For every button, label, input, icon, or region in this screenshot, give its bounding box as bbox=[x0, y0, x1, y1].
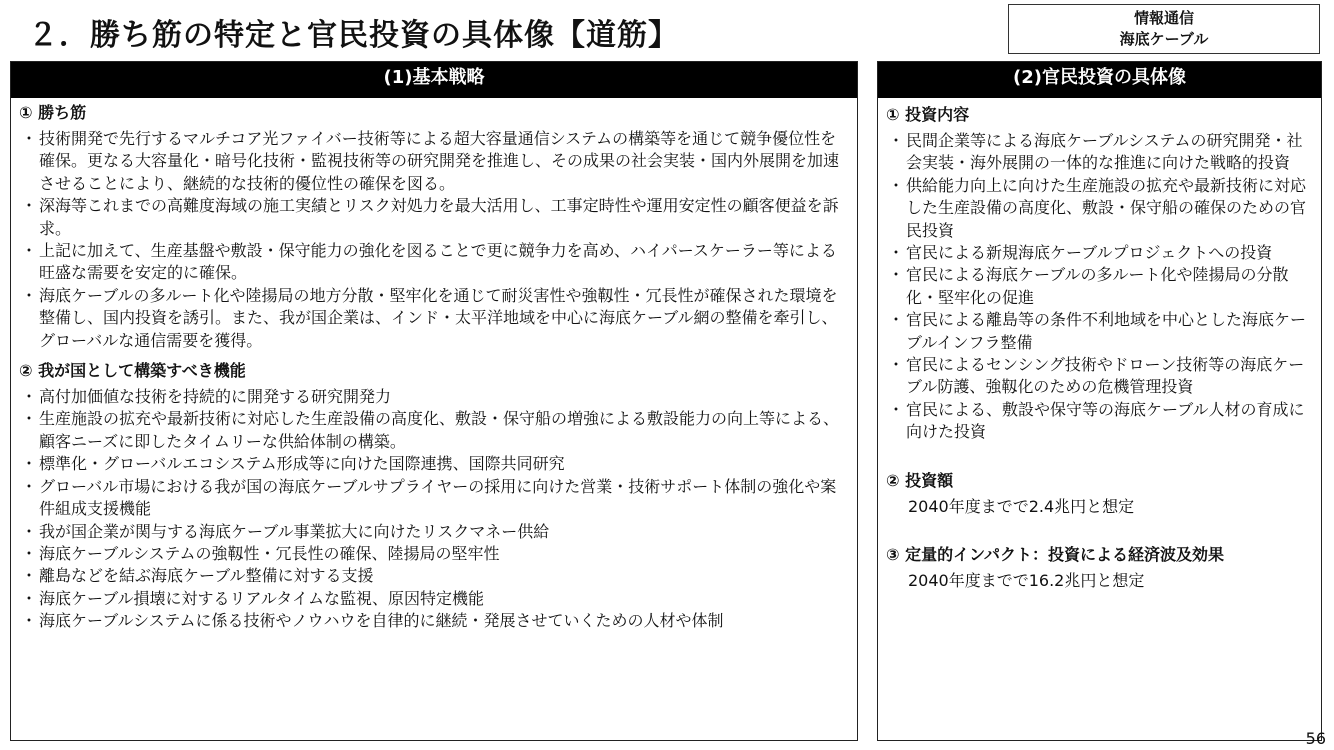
list-item-text: 官民による新規海底ケーブルプロジェクトへの投資 bbox=[906, 243, 1273, 263]
list-item-text: 官民による、敷設や保守等の海底ケーブル人材の育成に向けた投資 bbox=[906, 399, 1305, 442]
bullet-mark: ・ bbox=[888, 399, 905, 419]
economic-impact-title: ③ 定量的インパクト：投資による経済波及効果 bbox=[886, 544, 1224, 564]
basic-strategy-heading: (1)基本戦略 bbox=[11, 62, 857, 98]
list-item bbox=[886, 264, 1313, 309]
list-item-text: 深海等これまでの高難度海域の施工実績とリスク対処力を最大活用し、工事定時性や運用安定性の顧客便益を訴求。 bbox=[39, 196, 839, 238]
bullet-mark: ・ bbox=[21, 543, 38, 563]
list-item bbox=[19, 453, 849, 475]
list-item-text: 海底ケーブル損壊に対するリアルタイムな監視、原因特定機能 bbox=[39, 588, 484, 608]
list-item bbox=[19, 240, 849, 285]
bullet-mark: ・ bbox=[21, 241, 38, 261]
list-item bbox=[886, 175, 1313, 242]
investment-amount-text: 2040年度までで2.4兆円と想定 bbox=[908, 496, 1135, 516]
winning-strategy-title: ① 勝ち筋 bbox=[19, 103, 87, 122]
category-tag bbox=[1008, 4, 1320, 54]
bullet-mark: ・ bbox=[21, 285, 38, 305]
list-item-text: 海底ケーブルシステムの強靱性・冗長性の確保、陸揚局の堅牢性 bbox=[39, 543, 500, 563]
category-tag-line1: 情報通信 bbox=[1133, 9, 1194, 27]
bullet-mark: ・ bbox=[21, 566, 38, 586]
list-item-text: 海底ケーブルシステムに係る技術やノウハウを自律的に継続・発展させていくための人材や体制 bbox=[39, 611, 724, 631]
list-item-text: グローバル市場における我が国の海底ケーブルサプライヤーの採用に向けた営業・技術サポート体制の強化や案件組成支援機能 bbox=[39, 476, 837, 519]
list-item bbox=[886, 309, 1313, 354]
list-item-text: 我が国企業が関与する海底ケーブル事業拡大に向けたリスクマネー供給 bbox=[39, 521, 550, 541]
list-item-text: 上記に加えて、生産基盤や敷設・保守能力の強化を図ることで更に競争力を高め、ハイパースケーラー等による旺盛な需要を安定的に確保。 bbox=[39, 241, 837, 283]
list-item bbox=[886, 354, 1313, 399]
list-item-text: 離島などを結ぶ海底ケーブル整備に対する支援 bbox=[39, 566, 374, 586]
list-item bbox=[19, 610, 849, 632]
list-item-text: 民間企業等による海底ケーブルシステムの研究開発・社会実装・海外展開の一体的な推進に向けた戦略的投資 bbox=[906, 131, 1303, 173]
required-functions-list bbox=[11, 386, 857, 632]
list-item bbox=[886, 130, 1313, 175]
basic-strategy-panel bbox=[10, 61, 858, 741]
list-item bbox=[19, 565, 849, 587]
list-item bbox=[19, 386, 849, 408]
list-item-text: 官民による海底ケーブルの多ルート化や陸揚局の分散化・堅牢化の促進 bbox=[906, 265, 1289, 307]
page-number: 56 bbox=[1305, 729, 1326, 748]
investment-content-list bbox=[878, 130, 1321, 444]
bullet-mark: ・ bbox=[888, 355, 905, 375]
list-item bbox=[19, 128, 849, 195]
bullet-mark: ・ bbox=[21, 409, 38, 429]
list-item-text: 技術開発で先行するマルチコア光ファイバー技術等による超大容量通信システムの構築等を通じて競争優位性を確保。更なる大容量化・暗号化技術・監視技術等の研究開発を推進し、その成果の社会実装・国内外展開を加速させることにより、継続的な技術的優位性の確保を図る。 bbox=[39, 129, 840, 193]
bullet-mark: ・ bbox=[888, 265, 905, 285]
bullet-mark: ・ bbox=[21, 454, 38, 474]
list-item bbox=[19, 408, 849, 453]
list-item bbox=[19, 285, 849, 352]
bullet-mark: ・ bbox=[21, 387, 38, 407]
list-item-text: 生産施設の拡充や最新技術に対応した生産設備の高度化、敷設・保守船の増強による敷設能力の向上等による、顧客ニーズに即したタイムリーな供給体制の構築。 bbox=[39, 409, 840, 451]
public-private-investment-panel bbox=[877, 61, 1322, 741]
list-item-text: 供給能力向上に向けた生産施設の拡充や最新技術に対応した生産設備の高度化、敷設・保守船の確保のための官民投資 bbox=[906, 175, 1307, 240]
bullet-mark: ・ bbox=[21, 476, 38, 496]
bullet-mark: ・ bbox=[21, 588, 38, 608]
list-item bbox=[19, 476, 849, 521]
bullet-mark: ・ bbox=[888, 131, 905, 150]
page-title: ２．勝ち筋の特定と官民投資の具体像【道筋】 bbox=[28, 18, 679, 53]
list-item bbox=[886, 399, 1313, 444]
economic-impact-text: 2040年度までで16.2兆円と想定 bbox=[908, 570, 1145, 590]
list-item-text: 標準化・グローバルエコシステム形成等に向けた国際連携、国際共同研究 bbox=[39, 454, 565, 474]
bullet-mark: ・ bbox=[21, 196, 38, 216]
bullet-mark: ・ bbox=[21, 129, 38, 148]
winning-strategy-list bbox=[11, 128, 857, 352]
investment-heading: (2)官民投資の具体像 bbox=[878, 62, 1321, 98]
list-item bbox=[19, 195, 849, 240]
list-item bbox=[19, 588, 849, 610]
investment-content-title: ① 投資内容 bbox=[886, 105, 970, 124]
list-item bbox=[19, 521, 849, 543]
list-item-text: 官民によるセンシング技術やドローン技術等の海底ケーブル防護、強靱化のための危機管理投資 bbox=[906, 355, 1305, 397]
bullet-mark: ・ bbox=[21, 521, 38, 541]
bullet-mark: ・ bbox=[888, 310, 905, 330]
list-item bbox=[886, 242, 1313, 264]
required-functions-title: ② 我が国として構築すべき機能 bbox=[19, 361, 246, 381]
list-item-text: 官民による離島等の条件不利地域を中心とした海底ケーブルインフラ整備 bbox=[906, 310, 1307, 352]
list-item-text: 海底ケーブルの多ルート化や陸揚局の地方分散・堅牢化を通じて耐災害性や強靱性・冗長性が確保された環境を整備し、国内投資を誘引。また、我が国企業は、インド・太平洋地域を中心に海底ケーブル網の整備を牽引し、グローバルな通信需要を獲得。 bbox=[39, 285, 838, 350]
investment-amount-title: ② 投資額 bbox=[886, 470, 954, 490]
bullet-mark: ・ bbox=[21, 611, 38, 631]
bullet-mark: ・ bbox=[888, 243, 905, 263]
list-item-text: 高付加価値な技術を持続的に開発する研究開発力 bbox=[39, 387, 392, 407]
list-item bbox=[19, 543, 849, 565]
category-tag-line2: 海底ケーブル bbox=[1119, 30, 1209, 48]
bullet-mark: ・ bbox=[888, 175, 905, 195]
